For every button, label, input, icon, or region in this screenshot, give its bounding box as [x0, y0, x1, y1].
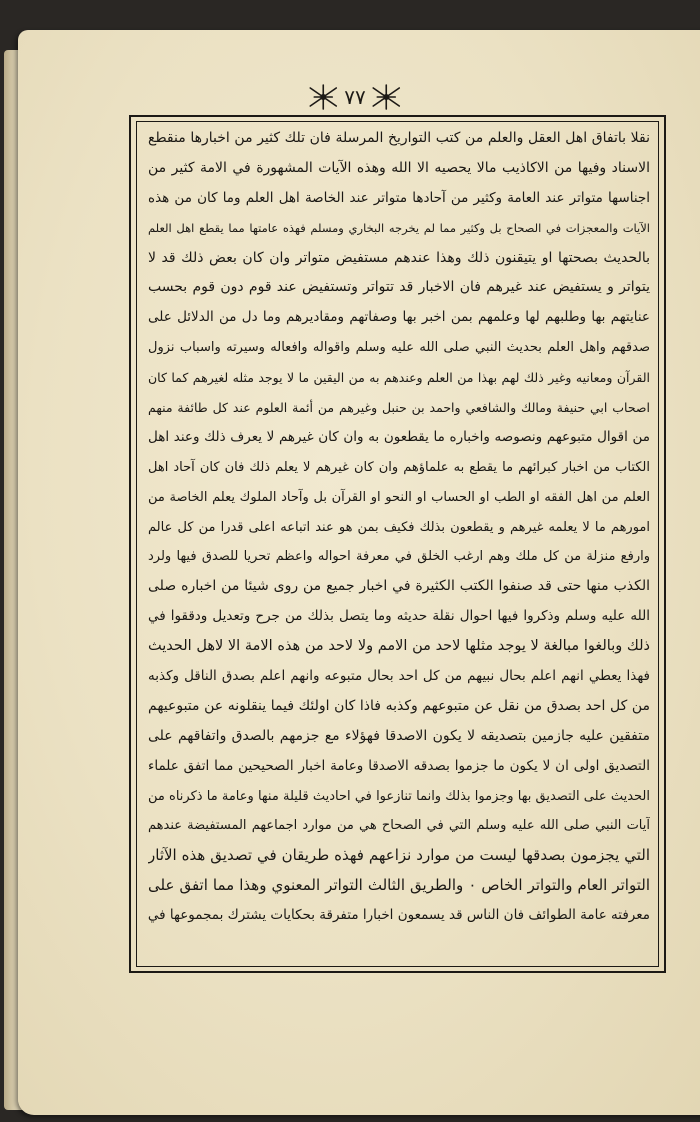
page-number: ٧٧	[344, 85, 366, 109]
text-line: الكذب منها حتى قد صنفوا الكتب الكثيرة في اخبار جميع من روى شيئا من اخباره صلى	[148, 578, 650, 595]
text-line: القرآن ومعانيه وغير ذلك لهم بهذا من العلم وعندهم به من اليقين ما لا يوجد مثله لغيرهم كما كان	[148, 370, 650, 386]
text-line: الحديث على التصديق بها وجزموا بذلك وانما تنازعوا في احاديث قليلة منها وعامة ما ذكرناه من	[148, 788, 650, 804]
text-line: التصديق اولى ان لا يكون ما جزموا بصدقه الاصدقا وعامة اخبار الصحيحين مما اتفق علماء	[148, 757, 650, 774]
text-line: معرفته عامة الطوائف فان الناس قد يسمعون اخبارا متفرقة بحكايات يشترك بمجموعها في	[148, 907, 650, 924]
text-line: الاسناد وفيها من الاكاذيب مالا يحصيه الا الله وهذه الآيات المشهورة في الامة كثير من	[148, 159, 650, 176]
page-header	[308, 82, 401, 112]
text-line: التواتر العام والتواتر الخاص ٠ والطريق الثالث التواتر المعنوي وهذا مما اتفق على	[148, 876, 650, 895]
text-line: التي يجزمون بصدقها ليست من موارد نزاعهم فهذه طريقان في تصديق هذه الآثار	[148, 846, 650, 865]
text-line: عنايتهم بها وطلبهم لها وعلمهم بمن اخبر بها وصفاتهم ومقاديرهم وما دل من الدلائل على	[148, 309, 650, 326]
text-line: من اقوال متبوعهم ونصوصه واخباره ما يقطعون به وان كان غيرهم لا يعرف ذلك وعند اهل	[148, 428, 650, 445]
text-line: يتواتر و يستفيض عند غيرهم فان الاخبار قد تتواتر وتستفيض عند قوم دون قوم بحسب	[148, 279, 650, 296]
text-line: ذلك وبالغوا مبالغة لا يوجد مثلها لاحد من الامم ولا لاحد من هذه الامة الا لاهل الحديث	[148, 638, 650, 655]
arabic-text-block	[148, 124, 650, 962]
text-line: آيات النبي صلى الله عليه وسلم التي في الصحاح هي من موارد اجماعهم المستفيضة عندهم	[148, 818, 650, 834]
text-line: فهذا يعطي انهم اعلم بحال نبيهم من كل احد بحال متبوعه وانهم اعلم بصدق الناقل وكذبه	[148, 668, 650, 685]
text-line: متفقين عليه جازمين بتصديقه لا يكون الاصدقا فهؤلاء مع جزمهم بالصدق واتفاقهم على	[148, 727, 650, 744]
text-line: امورهم ما لا يعلمه غيرهم و يقطعون بذلك فكيف بمن هو عند اتباعه اعلى قدرا من كل عالم	[148, 519, 650, 535]
text-line: العلم من اهل الفقه او الطب او الحساب او النحو او القرآن بل وآحاد الملوك يعلم الخاصة من	[148, 489, 650, 505]
text-line: اجناسها متواتر عند العامة وكثير من آحادها متواتر عند الخاصة اهل العلم وما كان من هذه	[148, 189, 650, 206]
text-line: الكتاب من اخبار كبرائهم ما يقطع به علماؤهم وان كان غيرهم لا يعلم ذلك فان كان آحاد اهل	[148, 459, 650, 475]
floral-ornament-icon	[372, 84, 402, 110]
text-line: وارفع منزلة من كل ملك وهم ارغب الخلق في معرفة احواله واعظم تحريا للصدق فيها ولرد	[148, 549, 650, 565]
text-line: اصحاب ابي حنيفة ومالك والشافعي واحمد بن حنبل وغيرهم من أئمة العلوم عند كل طائفة منهم	[148, 400, 650, 416]
text-line: صدقهم واهل العلم بحديث النبي صلى الله عليه وسلم واقواله وافعاله وسيرته واسباب نزول	[148, 340, 650, 356]
text-line: من كل احد بصدق من نقل عن متبوعهم وكذبه فاذا كان اولئك فيما ينقلونه عن متبوعيهم	[148, 697, 650, 714]
floral-ornament-icon	[308, 84, 338, 110]
text-line: الآيات والمعجزات في الصحاح بل وكثير مما لم يخرجه البخاري ومسلم فهذه عامتها مما يقطع اهل العلم	[148, 220, 650, 235]
text-line: بالحديث بصحتها او يتيقنون ذلك وهذا عندهم مستفيض متواتر وان كان بعض ذلك قد لا	[148, 249, 650, 266]
text-line: الله عليه وسلم وذكروا فيها احوال نقلة حديثه وما يتصل بذلك من جرح وتعديل ودققوا في	[148, 608, 650, 625]
text-line: نقلا باتفاق اهل العقل والعلم من كتب التواريخ المرسلة فان تلك كثير من اخبارها منقطع	[148, 130, 650, 146]
